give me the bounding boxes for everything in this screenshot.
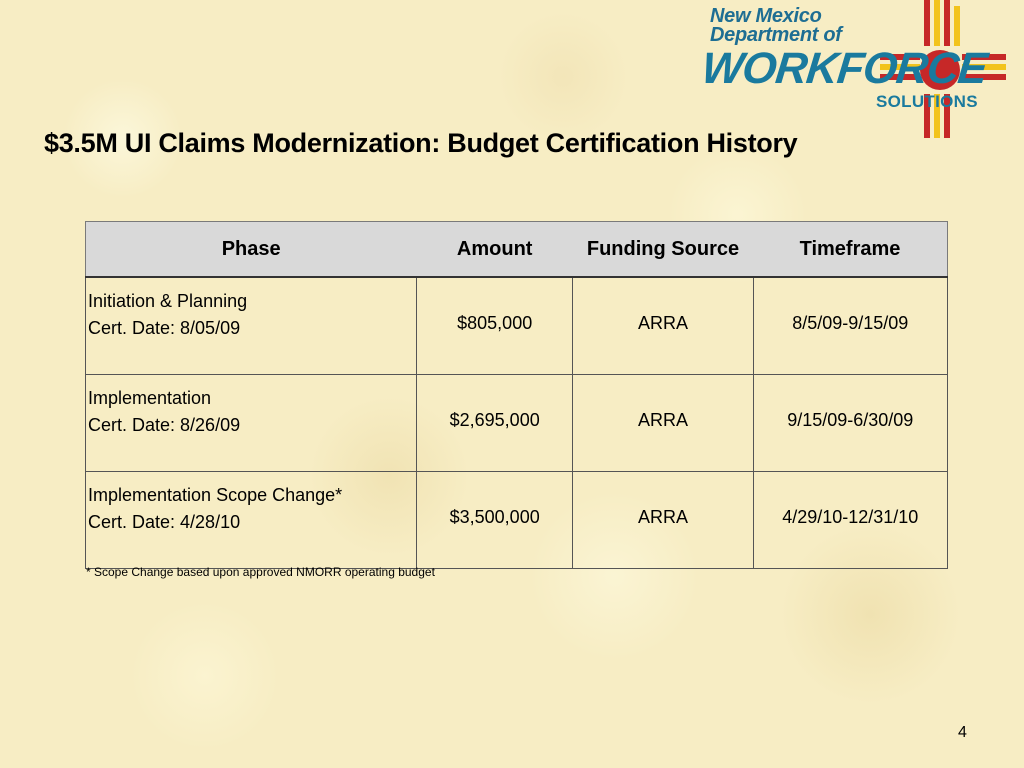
- table-row: [86, 375, 948, 472]
- timeframe-cell: 9/15/09-6/30/09: [753, 375, 947, 472]
- phase-cell: [86, 375, 417, 472]
- header-amount: Amount: [416, 222, 573, 278]
- amount-cell: $3,500,000: [416, 472, 573, 569]
- page-number: 4: [958, 724, 967, 741]
- budget-certification-table: [85, 221, 948, 569]
- footnote: * Scope Change based upon approved NMORR operating budget: [86, 565, 435, 579]
- phase-cell: [86, 277, 417, 375]
- source-cell: ARRA: [573, 277, 753, 375]
- timeframe-cell: 8/5/09-9/15/09: [753, 277, 947, 375]
- amount-cell: $2,695,000: [416, 375, 573, 472]
- phase-cell: [86, 472, 417, 569]
- timeframe-cell: 4/29/10-12/31/10: [753, 472, 947, 569]
- phase-name: Initiation & Planning: [88, 291, 248, 311]
- cert-date: Cert. Date: 8/26/09: [88, 415, 241, 435]
- table-header-row: [86, 222, 948, 278]
- table-row: [86, 277, 948, 375]
- source-cell: ARRA: [573, 375, 753, 472]
- amount-cell: $805,000: [416, 277, 573, 375]
- header-timeframe: Timeframe: [753, 222, 947, 278]
- logo-line-department: Department of: [710, 24, 842, 46]
- table-row: [86, 472, 948, 569]
- nm-workforce-logo: [700, 0, 1010, 140]
- logo-line-new-mexico: New Mexico: [710, 5, 822, 27]
- cert-date: Cert. Date: 4/28/10: [88, 512, 241, 532]
- phase-name: Implementation Scope Change*: [88, 485, 343, 505]
- slide-title: $3.5M UI Claims Modernization: Budget Certification History: [44, 128, 798, 158]
- phase-name: Implementation: [88, 388, 212, 408]
- header-phase: Phase: [86, 222, 417, 278]
- logo-solutions-word: SOLUTIONS: [876, 92, 978, 111]
- cert-date: Cert. Date: 8/05/09: [88, 318, 241, 338]
- logo-workforce-word: WORKFORCE: [699, 44, 989, 93]
- source-cell: ARRA: [573, 472, 753, 569]
- header-funding-source: Funding Source: [573, 222, 753, 278]
